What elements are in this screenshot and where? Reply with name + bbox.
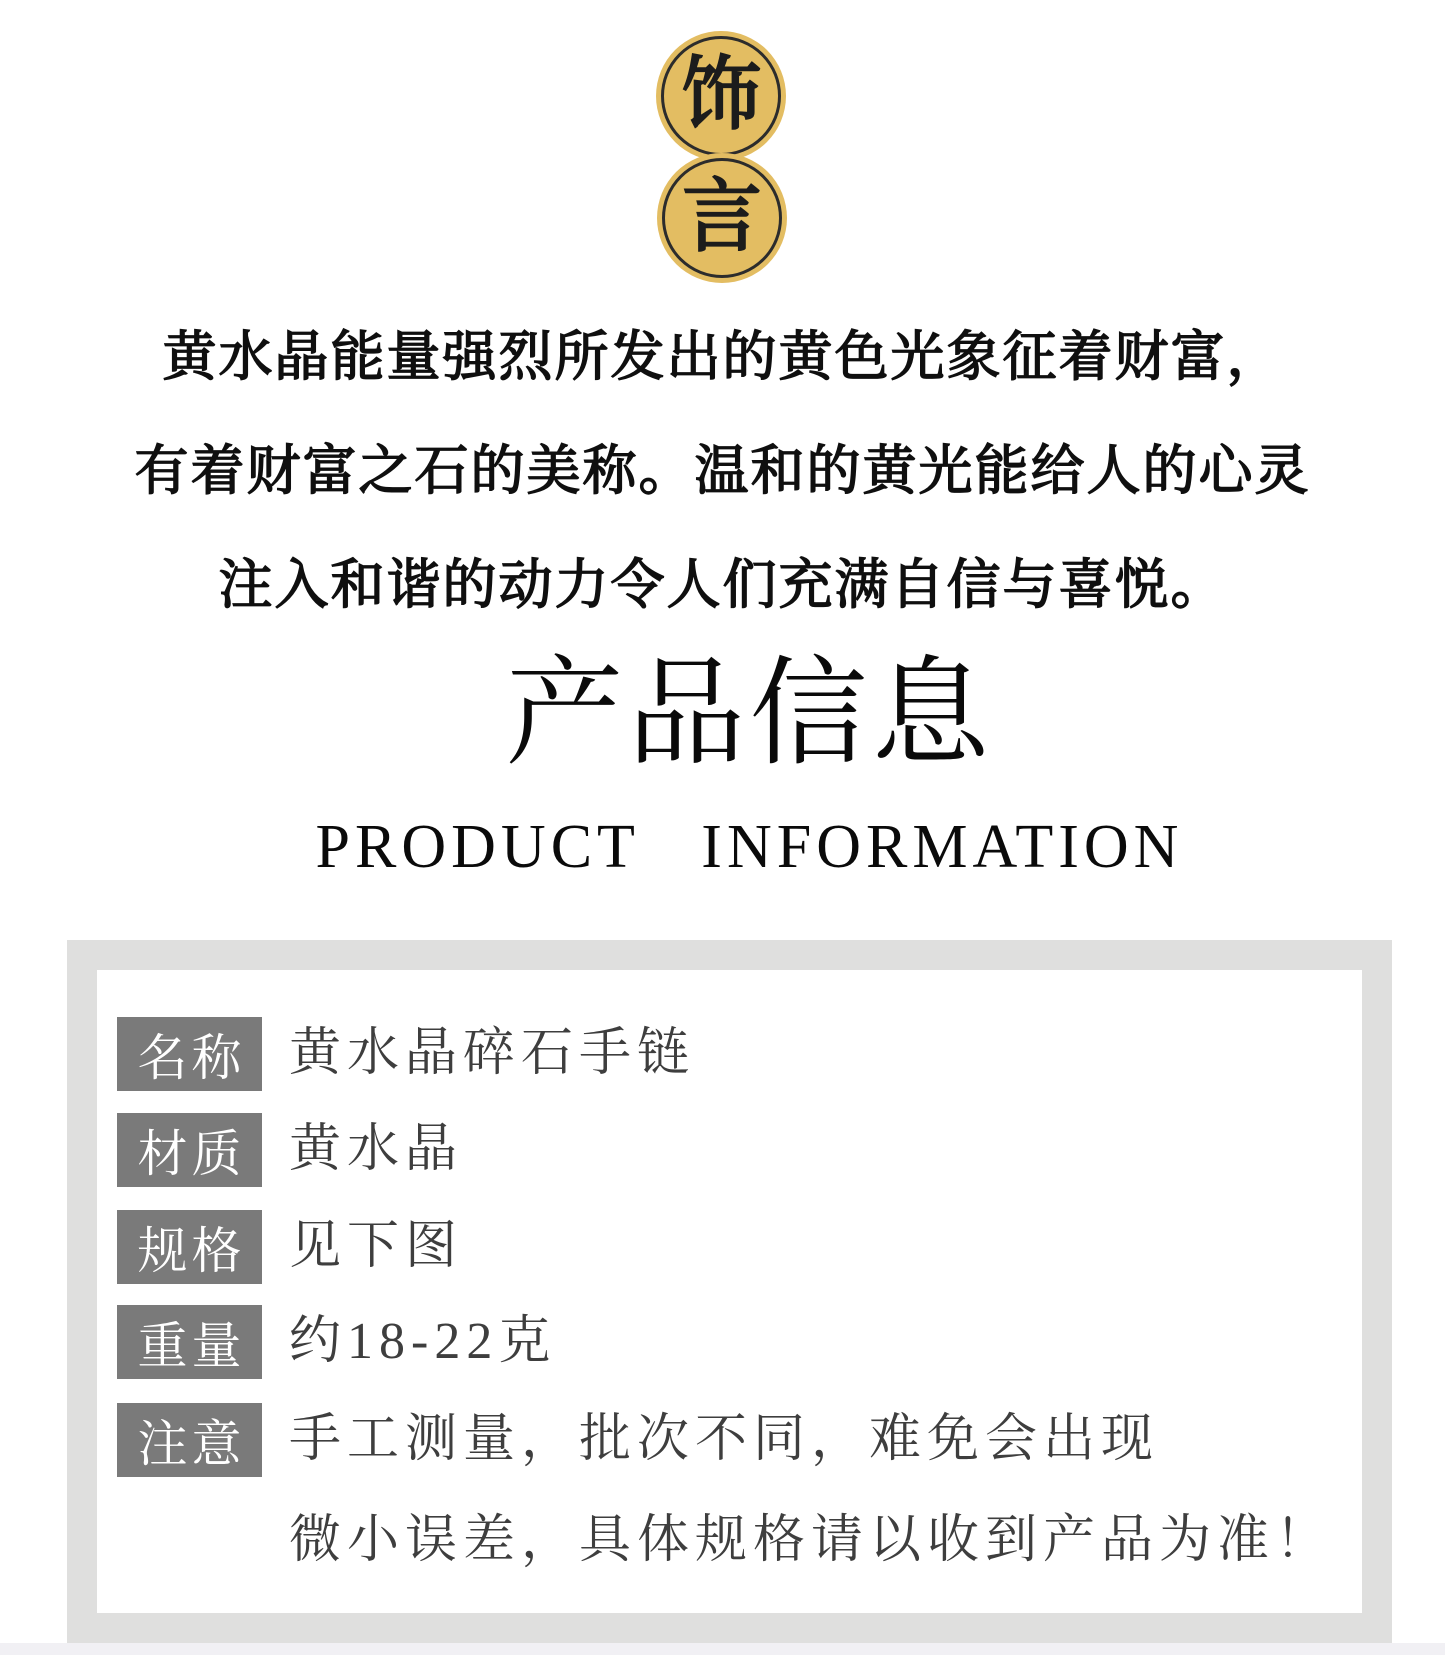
section-title-cn: 产品信息 — [505, 649, 994, 780]
product-info-box — [67, 940, 1392, 1643]
brand-badge-bottom — [657, 153, 787, 283]
spec-row-notice — [117, 1403, 1333, 1591]
spec-label-weight: 重量 — [117, 1305, 262, 1379]
brand-char-top: 饰 — [681, 52, 761, 140]
section-title-en: PRODUCT INFORMATION — [315, 813, 1184, 881]
spec-row-weight — [117, 1305, 556, 1379]
next-section-edge — [0, 1643, 1445, 1655]
product-info-inner — [97, 970, 1362, 1613]
notice-line-1: 手工测量，批次不同，难免会出现 — [289, 1411, 1160, 1468]
intro-line-2: 有着财富之石的美称。温和的黄光能给人的心灵 — [134, 441, 1311, 501]
spec-value-material: 黄水晶 — [289, 1121, 464, 1178]
spec-row-name — [117, 1017, 695, 1091]
spec-value-size: 见下图 — [289, 1218, 464, 1275]
brand-char-bottom: 言 — [682, 174, 762, 262]
spec-label-size: 规格 — [117, 1210, 262, 1284]
spec-label-notice: 注意 — [117, 1403, 262, 1477]
spec-label-material: 材质 — [117, 1113, 262, 1187]
spec-row-size — [117, 1210, 463, 1284]
spec-row-material — [117, 1113, 463, 1187]
spec-value-name: 黄水晶碎石手链 — [289, 1025, 696, 1082]
notice-line-2: 微小误差，具体规格请以收到产品为准！ — [289, 1512, 1334, 1569]
spec-value-notice — [289, 1389, 1333, 1591]
spec-value-weight: 约18-22克 — [289, 1313, 557, 1370]
intro-paragraph — [0, 300, 1445, 642]
intro-line-3: 注入和谐的动力令人们充满自信与喜悦。 — [218, 555, 1227, 615]
spec-label-name: 名称 — [117, 1017, 262, 1091]
intro-line-1: 黄水晶能量强烈所发出的黄色光象征着财富， — [162, 327, 1283, 387]
brand-badge-top — [656, 31, 786, 161]
